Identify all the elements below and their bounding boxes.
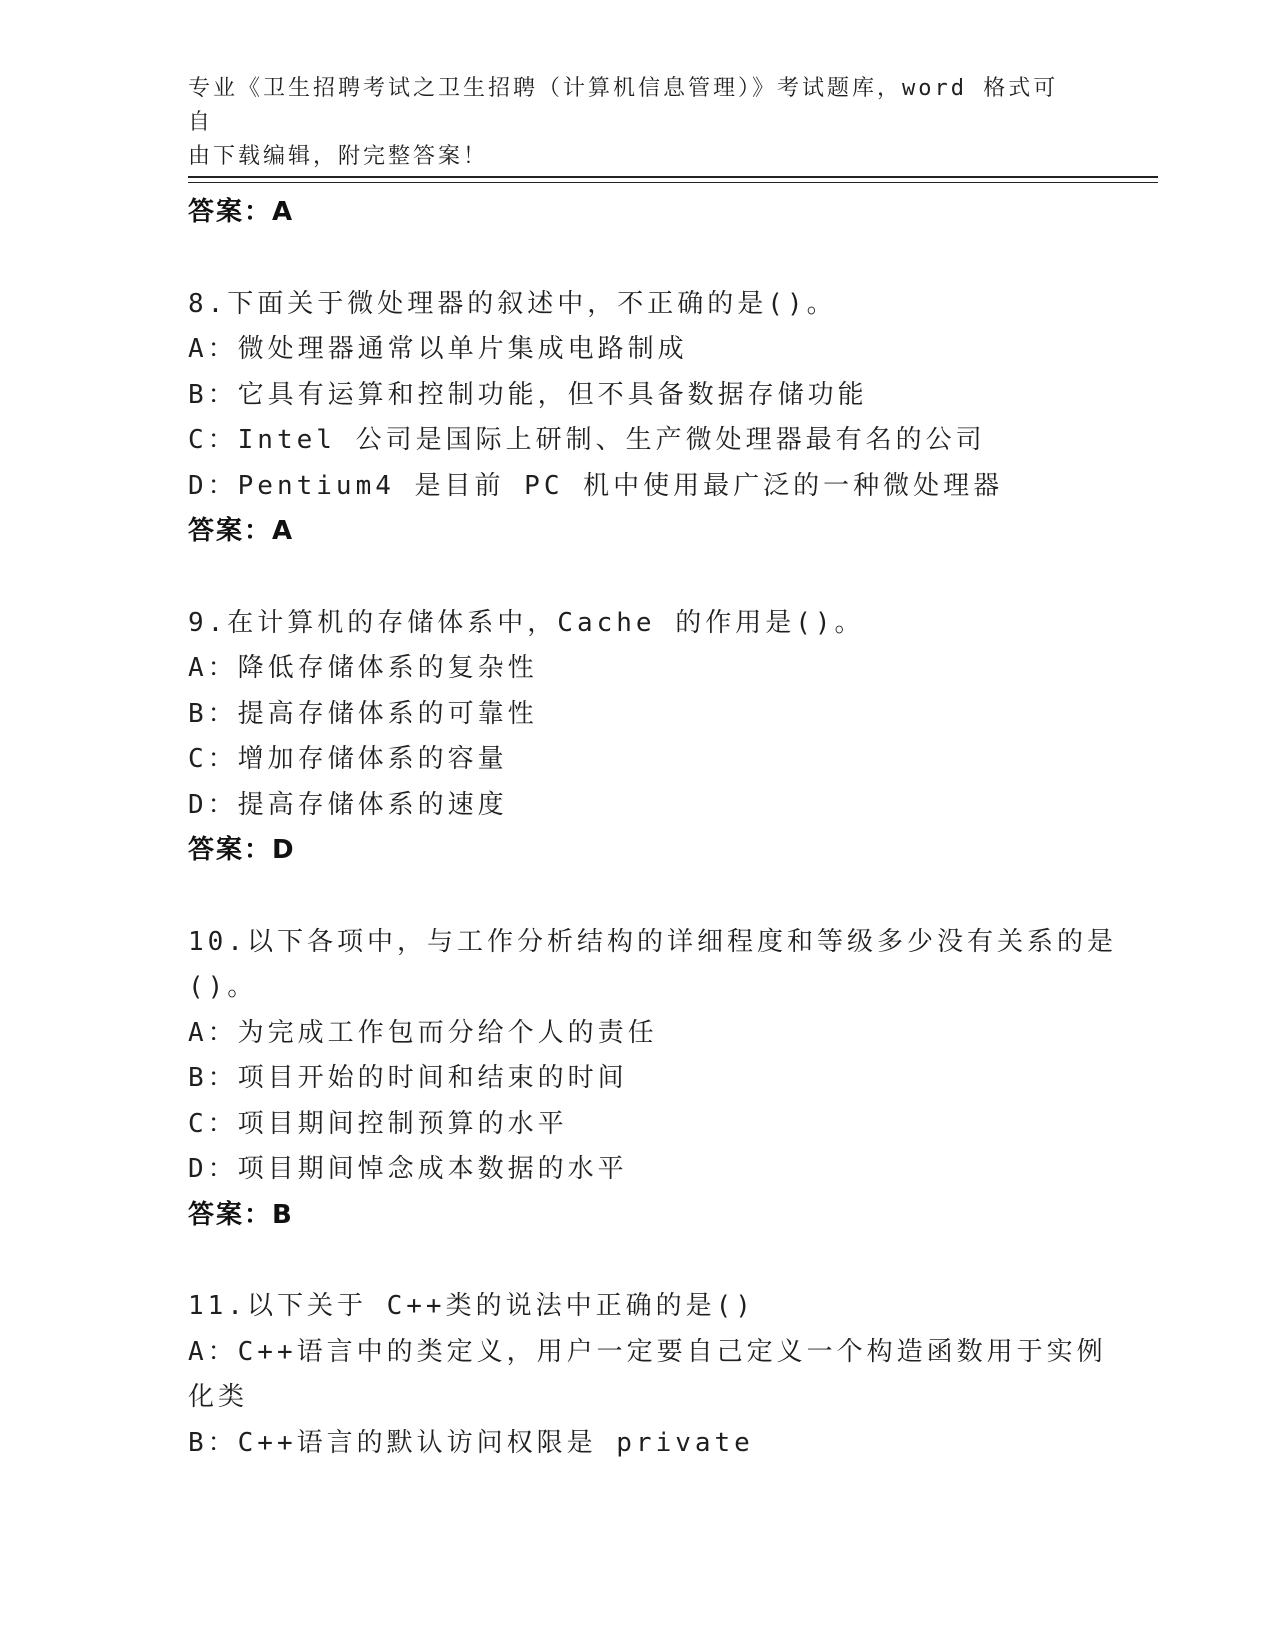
answer-line: 答案：A (188, 197, 295, 227)
header-line-1: 专业《卫生招聘考试之卫生招聘（计算机信息管理）》考试题库，word 格式可自 (188, 76, 1059, 135)
answer-line: 答案：A (188, 516, 295, 546)
header-divider-thin (188, 182, 1158, 183)
header-line-2: 由下载编辑，附完整答案！ (188, 144, 489, 169)
document-header (188, 72, 1068, 174)
spacer (188, 236, 1088, 282)
answer-line: 答案：B (188, 1199, 294, 1230)
option-b: B：C++语言的默认访问权限是 private (188, 1427, 754, 1458)
option-a-continued: 化类 (188, 1382, 249, 1412)
option-d: D：项目期间悼念成本数据的水平 (188, 1154, 628, 1184)
spacer (188, 555, 1088, 601)
header-divider-thick (188, 176, 1158, 178)
spacer (188, 874, 1088, 920)
option-b: B：提高存储体系的可靠性 (188, 698, 538, 729)
answer-line: 答案：D (188, 835, 296, 865)
option-c: C：项目期间控制预算的水平 (188, 1108, 568, 1139)
option-a: A：C++语言中的类定义，用户一定要自己定义一个构造函数用于实例 (188, 1336, 1107, 1367)
option-a: A：为完成工作包而分给个人的责任 (188, 1017, 658, 1048)
option-d: D：提高存储体系的速度 (188, 789, 508, 820)
question-11 (188, 1284, 1107, 1466)
option-c: C：增加存储体系的容量 (188, 744, 508, 774)
spacer (188, 1238, 1088, 1284)
option-b: B：项目开始的时间和结束的时间 (188, 1063, 628, 1093)
question-9 (188, 601, 1088, 874)
question-10 (188, 920, 1117, 1239)
option-c: C：Intel 公司是国际上研制、生产微处理器最有名的公司 (188, 425, 986, 455)
question-list (188, 190, 1117, 1466)
question-stem-continued: ()。 (188, 972, 258, 1002)
question-stem: 9.在计算机的存储体系中，Cache 的作用是()。 (188, 607, 865, 638)
question-stem: 11.以下关于 C++类的说法中正确的是() (188, 1291, 755, 1321)
option-a: A：微处理器通常以单片集成电路制成 (188, 334, 688, 364)
question-stem: 8.下面关于微处理器的叙述中，不正确的是()。 (188, 288, 837, 319)
question-stem: 10.以下各项中，与工作分析结构的详细程度和等级多少没有关系的是 (188, 926, 1117, 957)
question-8 (188, 282, 1088, 555)
option-d: D：Pentium4 是目前 PC 机中使用最广泛的一种微处理器 (188, 470, 1004, 501)
option-a: A：降低存储体系的复杂性 (188, 653, 538, 683)
option-b: B：它具有运算和控制功能，但不具备数据存储功能 (188, 379, 868, 410)
